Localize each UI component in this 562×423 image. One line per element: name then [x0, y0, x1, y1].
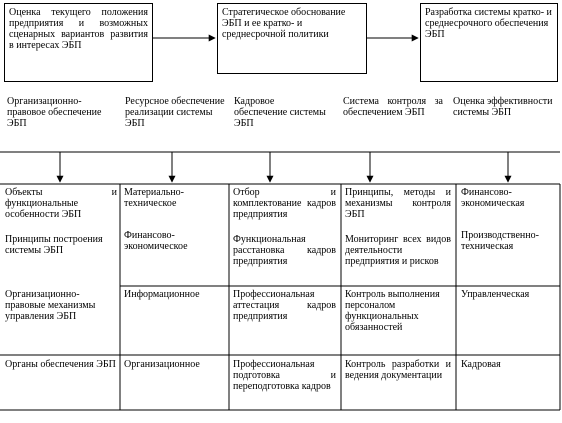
- top-box-development: Разработка системы кратко- и среднесрочного обеспечения ЭБП: [420, 3, 558, 82]
- col3-item-placement: Функциональная расстановка кадров предприятия: [233, 234, 336, 267]
- col1-item-objects: Объекты и функциональные особенности ЭБП: [5, 187, 117, 220]
- col1-item-principles: Принципы построения системы ЭБП: [5, 234, 103, 256]
- col1-bottom-bodies: Органы обеспечения ЭБП: [5, 359, 116, 370]
- col5-bottom-personnel: Кадровая: [461, 359, 501, 370]
- col2-item-material: Материально-техническое: [124, 187, 184, 209]
- col3-item-attestation: Профессиональная аттестация кадров предприятия: [233, 289, 336, 322]
- col4-item-principles: Принципы, методы и механизмы контроля ЭБП: [345, 187, 451, 220]
- col4-item-duties: Контроль выполнения персоналом функциональных обязанностей: [345, 289, 440, 333]
- header-resources: Ресурсное обеспечение реализации системы ЭБП: [125, 96, 225, 129]
- col5-item-managerial: Управленческая: [461, 289, 530, 300]
- header-personnel: Кадровое обеспечение системы ЭБП: [234, 96, 326, 129]
- col5-item-production: Производственно-техническая: [461, 230, 539, 252]
- header-evaluation: Оценка эффективности системы ЭБП: [453, 96, 553, 118]
- col5-item-financial: Финансово-экономическая: [461, 187, 525, 209]
- col3-bottom-training: Профессиональная подготовка и переподготовка кадров: [233, 359, 336, 392]
- col2-item-financial: Финансово-экономическое: [124, 230, 188, 252]
- col2-bottom-organizational: Организационное: [124, 359, 200, 370]
- top-box-assessment: Оценка текущего положения предприятия и возможных сценарных вариантов развития в интересах ЭБП: [4, 3, 153, 82]
- header-control: Система контроля за обеспечением ЭБП: [343, 96, 443, 118]
- col3-item-selection: Отбор и комплектование кадров предприятия: [233, 187, 336, 220]
- col2-item-information: Информационное: [124, 289, 200, 300]
- header-legal: Организационно-правовое обеспечение ЭБП: [7, 96, 102, 129]
- col4-item-monitoring: Мониторинг всех видов деятельности предприятия и рисков: [345, 234, 451, 267]
- col4-bottom-documentation: Контроль разработки и ведения документации: [345, 359, 451, 381]
- col1-item-mechanisms: Организационно-правовые механизмы управления ЭБП: [5, 289, 96, 322]
- top-box-strategy: Стратегическое обоснование ЭБП и ее кратко- и среднесрочной политики: [217, 3, 367, 74]
